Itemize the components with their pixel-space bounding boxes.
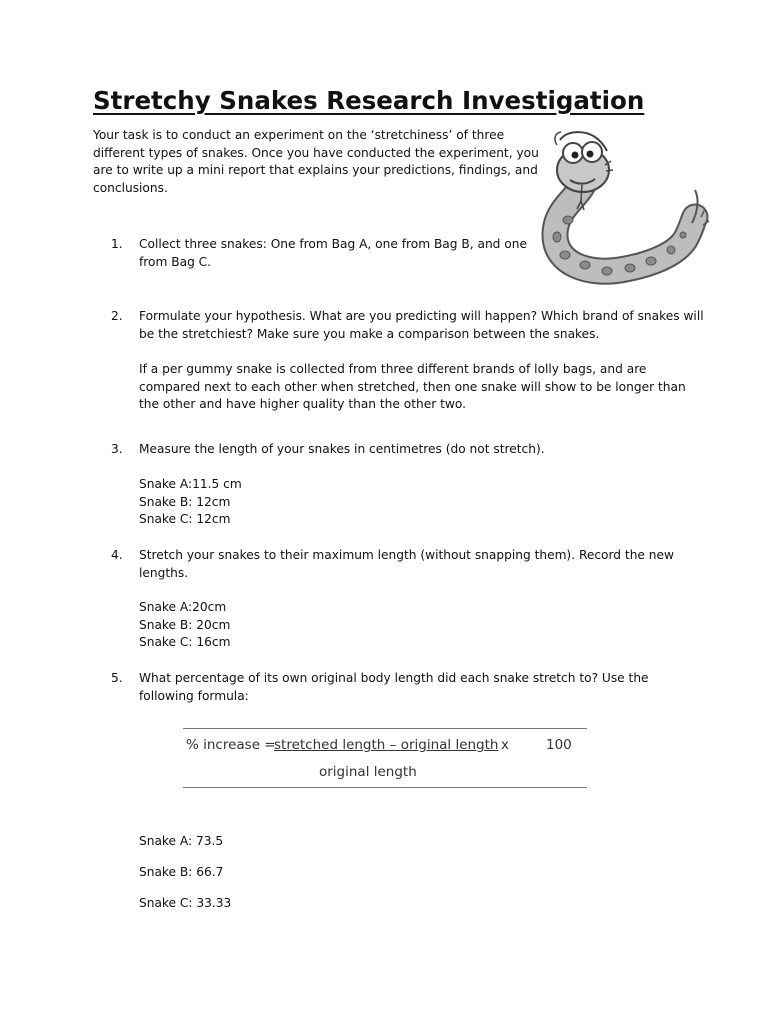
list-text [139,441,545,459]
list-text [139,308,704,343]
list-text-line: Stretch your snakes to their maximum length (without snapping them). Record the new [139,548,674,562]
list-number: 5. [111,671,123,685]
list-text [139,670,649,705]
hypothesis-line: the other and have higher quality than the other two. [139,397,466,411]
percent-increase-formula [183,728,587,788]
intro-line: conclusions. [93,180,168,195]
intro-line: different types of snakes. Once you have conducted the experiment, you [93,145,539,160]
measurement-line: Snake B: 12cm [139,494,231,509]
stretched-lengths [139,599,231,652]
hypothesis-paragraph [139,361,686,414]
list-text-line: following formula: [139,688,249,703]
list-number: 4. [111,548,123,562]
result-line: Snake C: 33.33 [139,896,232,910]
original-lengths [139,476,242,529]
measurement-line: Snake B: 20cm [139,617,231,632]
list-number: 1. [111,237,123,251]
list-text [139,236,527,271]
formula-lhs: % increase = [186,737,276,753]
list-number: 2. [111,309,123,323]
list-text-line: Measure the length of your snakes in centimetres (do not stretch). [139,442,545,456]
list-text-line: Formulate your hypothesis. What are you predicting will happen? Which brand of snakes will [139,309,704,323]
intro-line: Your task is to conduct an experiment on the ‘stretchiness’ of three [93,128,505,142]
measurement-line: Snake A:20cm [139,600,227,614]
hypothesis-line: compared next to each other when stretched, then one snake will show to be longer than [139,379,686,394]
result-line: Snake A: 73.5 [139,834,224,848]
list-text-line: Collect three snakes: One from Bag A, one from Bag B, and one [139,237,527,251]
measurement-line: Snake A:11.5 cm [139,477,242,491]
formula-times: x [501,737,509,753]
formula-numerator: stretched length – original length [274,737,499,753]
page-title: Stretchy Snakes Research Investigation [93,86,645,115]
measurement-line: Snake C: 16cm [139,635,231,649]
list-text-line: from Bag C. [139,254,212,269]
list-text [139,547,674,582]
cartoon-snake-icon [535,125,710,285]
intro-paragraph [93,127,539,197]
measurement-line: Snake C: 12cm [139,512,231,526]
list-text-line: lengths. [139,565,189,580]
list-text-line: What percentage of its own original body length did each snake stretch to? Use the [139,671,649,685]
formula-multiplier: 100 [546,737,572,753]
intro-line: are to write up a mini report that explains your predictions, findings, and [93,163,538,177]
list-text-line: be the stretchiest? Make sure you make a comparison between the snakes. [139,326,600,341]
formula-denominator: original length [319,764,417,780]
list-number: 3. [111,442,123,456]
hypothesis-line: If a per gummy snake is collected from three different brands of lolly bags, and are [139,362,647,376]
result-line: Snake B: 66.7 [139,865,224,879]
